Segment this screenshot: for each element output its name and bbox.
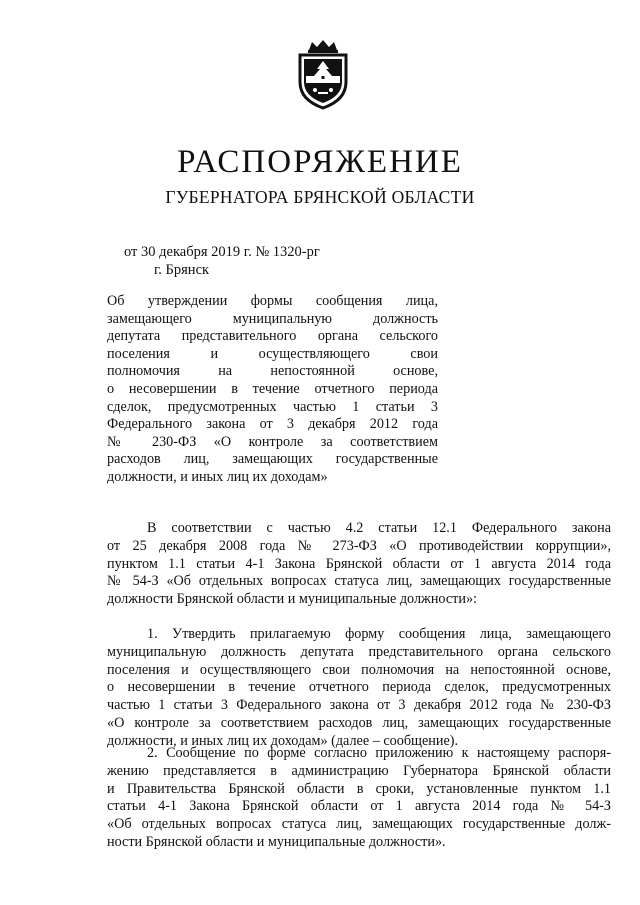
preamble-paragraph bbox=[107, 520, 611, 609]
subject-line: № 230-ФЗ «О контроле за соответствием bbox=[107, 433, 438, 450]
paragraph-line: муниципальную должность депутата представительного органа сельского bbox=[107, 643, 611, 660]
paragraph-line: должности, и иных лиц их доходам» (далее – сообщение). bbox=[107, 732, 459, 749]
document-subtitle: ГУБЕРНАТОРА БРЯНСКОЙ ОБЛАСТИ bbox=[165, 187, 475, 207]
paragraph-line: пунктом 1.1 статьи 4-1 Закона Брянской области от 1 августа 2014 года bbox=[107, 555, 611, 572]
paragraph-line: «О контроле за соответствием расходов лиц, замещающих государственные bbox=[107, 714, 611, 731]
paragraph-line: «Об отдельных вопросах статуса лиц, замещающих государственные долж- bbox=[107, 816, 611, 833]
document-city: г. Брянск bbox=[154, 262, 210, 278]
paragraph-line: и Правительства Брянской области в сроки, установленные пунктом 1.1 bbox=[107, 780, 611, 797]
paragraph-line: № 54-З «Об отдельных вопросах статуса лиц, замещающих государственные bbox=[107, 573, 611, 590]
coat-of-arms-emblem bbox=[296, 38, 350, 110]
subject-line: замещающего муниципальную должность bbox=[107, 310, 438, 327]
subject-line: сделок, предусмотренных частью 1 статьи 3 bbox=[107, 398, 438, 415]
paragraph-line: 2. Сообщение по форме согласно приложению к настоящему распоря- bbox=[147, 745, 611, 761]
paragraph-line: 1. Утвердить прилагаемую форму сообщения лица, замещающего bbox=[147, 626, 611, 642]
subject-line: расходов лиц, замещающих государственные bbox=[107, 451, 438, 468]
subject-line: поселения и осуществляющего свои bbox=[107, 345, 438, 362]
paragraph-line: В соответствии с частью 4.2 статьи 12.1 Федерального закона bbox=[147, 520, 611, 536]
subject-line: полномочия на непостоянной основе, bbox=[107, 363, 438, 380]
paragraph-line: ности Брянской области и муниципальные должности». bbox=[107, 833, 446, 850]
subject-line: Федерального закона от 3 декабря 2012 года bbox=[107, 416, 438, 433]
document-subject bbox=[107, 293, 438, 487]
paragraph-line: от 25 декабря 2008 года № 273-ФЗ «О противодействии коррупции», bbox=[107, 537, 611, 554]
paragraph-line: должности Брянской области и муниципальные должности»: bbox=[107, 591, 478, 608]
subject-line: о несовершении в течение отчетного периода bbox=[107, 380, 438, 397]
paragraph-line: статьи 4-1 Закона Брянской области от 1 августа 2014 года № 54-З bbox=[107, 798, 611, 815]
paragraph-line: жению представляется в администрацию Губернатора Брянской области bbox=[107, 762, 611, 779]
subject-line: должности, и иных лиц их доходам» bbox=[107, 468, 328, 485]
paragraph-line: о несовершении в течение отчетного периода сделок, предусмотренных bbox=[107, 679, 611, 696]
clause-2-paragraph bbox=[107, 745, 611, 852]
subject-line: депутата представительного органа сельского bbox=[107, 328, 438, 345]
document-date-number: от 30 декабря 2019 г. № 1320-рг bbox=[124, 244, 320, 260]
paragraph-line: поселения и осуществляющего свои полномочия на непостоянной основе, bbox=[107, 661, 611, 678]
clause-1-paragraph bbox=[107, 626, 611, 751]
paragraph-line: частью 1 статьи 3 Федерального закона от 3 декабря 2012 года № 230-ФЗ bbox=[107, 697, 611, 714]
subject-line: Об утверждении формы сообщения лица, bbox=[107, 293, 438, 309]
document-title: РАСПОРЯЖЕНИЕ bbox=[177, 144, 463, 180]
